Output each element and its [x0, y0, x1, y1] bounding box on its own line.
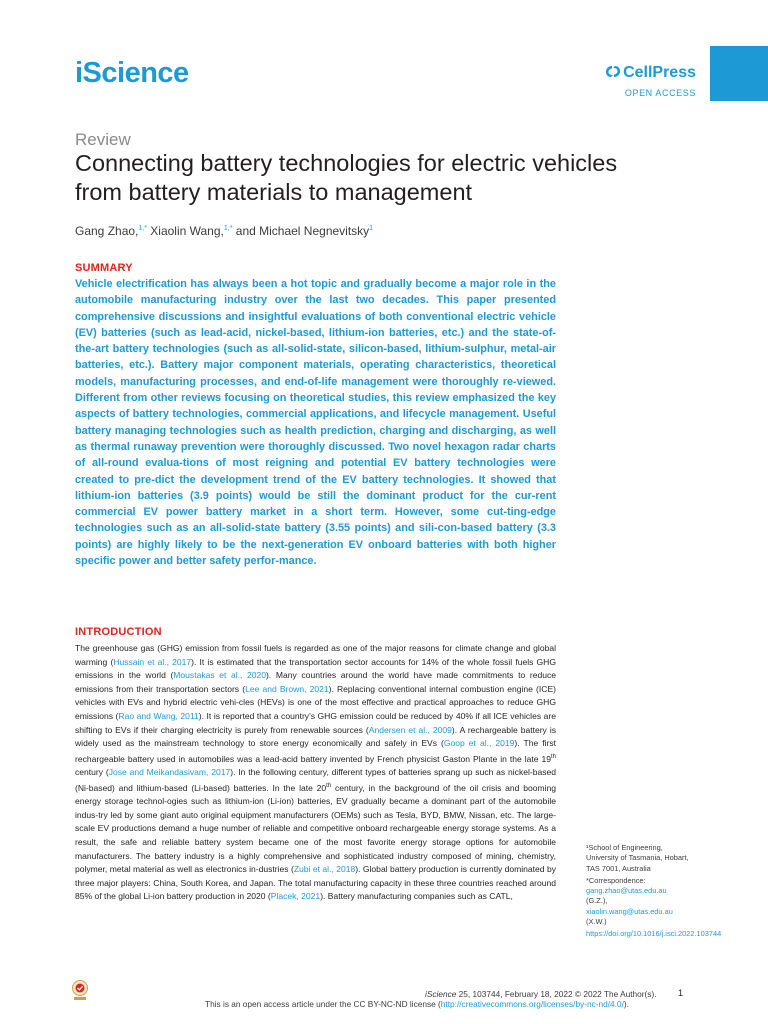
footer-citation-details: 25, 103744, February 18, 2022 © 2022 The Author(s).: [456, 989, 657, 999]
doi-link[interactable]: https://doi.org/10.1016/j.isci.2022.103744: [586, 929, 722, 939]
ordinal-superscript: th: [326, 782, 332, 789]
publisher-name: CellPress: [623, 64, 696, 81]
introduction-text-run: ). It is reported that a country's GHG emission could be reduced by 40% if all ICE vehicles are shifting to EVs if their charging electricity is purely from renewable sources (: [75, 710, 557, 735]
introduction-text-run: ). Battery manufacturing companies such as CATL,: [320, 891, 513, 902]
introduction-text-run: century (: [75, 767, 109, 778]
journal-logo: iScience: [75, 57, 189, 89]
cellpress-logo-icon: [605, 64, 621, 84]
citation-link[interactable]: Andersen et al., 2009: [368, 724, 452, 735]
citation-link[interactable]: Zubi et al., 2018: [293, 864, 356, 875]
citation-link[interactable]: Placek, 2021: [270, 891, 321, 902]
ordinal-superscript: th: [550, 753, 556, 760]
introduction-heading: INTRODUCTION: [75, 626, 162, 638]
summary-heading: SUMMARY: [75, 262, 133, 274]
publisher-logo[interactable]: [589, 64, 696, 98]
open-access-label: OPEN ACCESS: [624, 88, 696, 98]
introduction-text-run: century, in the background of the oil crisis and booming energy storage technol-ogies such as lithium-ion (Li-ion) batteries, EV gradually became a dominant part of the automobile indus-try led by some giant auto original equipment manufacturers (OEMs) such as Tesla, BYD, BMW, Nissan, etc. The large-scale EV productions demand a huge number of reliable and competitive onboard rechargeable energy storage systems. As a result, the safe and reliable battery system became one of the most favorite energy storage options for automobile manufacturers. The battery industry is a highly comprehensive and sophisticated industry composed of mining, chemistry, polymer, metal material as well as electronics in-dustries (: [75, 782, 556, 875]
introduction-text-run: ). A rechargeable battery is widely used as the mainstream technology to store energy economically and safely in EVs (: [75, 724, 556, 749]
email-initials: (G.Z.),: [586, 896, 608, 906]
citation-link[interactable]: Moustakas et al., 2020: [173, 670, 267, 681]
citation-link[interactable]: Goop et al., 2019: [443, 738, 515, 749]
author-affiliation-marker[interactable]: 1,*: [223, 225, 233, 232]
page-number: 1: [678, 988, 684, 998]
introduction-text-run: ). The first rechargeable battery used in automobiles was a lead-acid battery invented by French physicist Gaston Plante in the late 19: [75, 738, 556, 764]
affiliation-school: ¹School of Engineering, University of Tasmania, Hobart, TAS 7001, Australia: [586, 843, 689, 873]
email-initials: (X.W.): [586, 917, 607, 927]
introduction-text-run: ). It is estimated that the transportation sector accounts for 14% of the whole fossil fuels GHG emissions in the world (: [75, 656, 556, 681]
author-list: [75, 224, 373, 238]
email-link[interactable]: xiaolin.wang@utas.edu.au: [586, 906, 673, 916]
check-for-updates-icon[interactable]: [70, 979, 90, 1008]
license-link[interactable]: http://creativecommons.org/licenses/by-nc-nd/4.0/: [440, 999, 624, 1009]
citation-link[interactable]: Rao and Wang, 2011: [118, 710, 199, 721]
introduction-text-run: ). Replacing conventional internal combustion engine (ICE) vehicles with EVs and hybrid electric vehi-cles (HEVs) is one of the most effective and practical approaches to reduce GHG emissions (: [75, 683, 556, 721]
license-text: This is an open access article under the CC BY-NC-ND license (: [205, 999, 441, 1009]
author-name: and Michael Negnevitsky: [232, 224, 370, 238]
affiliation-block: [586, 843, 722, 940]
introduction-text-run: The greenhouse gas (GHG) emission from fossil fuels is regarded as one of the major reasons for climate change and global warming (: [75, 643, 556, 667]
license-line: [205, 999, 629, 1009]
citation-link[interactable]: Lee and Brown, 2021: [245, 683, 329, 694]
email-link[interactable]: gang.zhao@utas.edu.au: [586, 886, 667, 896]
author-name: Xiaolin Wang,: [146, 224, 224, 238]
footer-journal: iScience: [425, 989, 457, 999]
introduction-text-run: ). In the following century, different types of batteries sprang up such as nickel-based (Ni-based) and lithium-based (Li-based) batteries. In the late 20: [75, 767, 557, 793]
footer-citation: [425, 989, 657, 999]
introduction-text-run: ). Many countries around the world have made commitments to reduce emissions from their transportation sectors (: [75, 670, 556, 694]
corner-accent-block: [710, 46, 768, 101]
correspondence-label: *Correspondence:: [586, 875, 646, 885]
license-end: ).: [623, 999, 629, 1009]
introduction-text-run: ). Global battery production is currently dominated by three major players: China, South Korea, and Japan. The total manufacturing capacity in these three countries reached around 85% of the global Li-ion battery production in 2020 (: [75, 864, 557, 902]
article-type: Review: [75, 130, 131, 149]
summary-text: Vehicle electrification has always been a hot topic and gradually become a major role in the automobile manufacturing industry over the last two decades. This paper presented comprehensive discussions and insightful evaluations of both conventional electric vehicle (EV) batteries (such as lead-acid, nickel-based, lithium-ion batteries, etc.) and the state-of-the-art battery technologies (such as all-solid-state, silicon-based, lithium-sulphur, metal-air batteries, etc.). Battery major component materials, operating characteristics, theoretical models, manufacturing processes, and end-of-life management were thoroughly re-viewed. Different from other reviews focusing on theoretical studies, this review emphasized the key aspects of battery technologies, commercial applications, and lifecycle management. Useful battery managing technologies such as health prediction, charging and discharging, as well as thermal runaway prevention were thoroughly discussed. Two novel hexagon radar charts of all-round evalua-tions of most reigning and potential EV battery technologies were created to pre-dict the development trend of the EV battery technologies. It showed that lithium-ion batteries (3.9 points) would be still the dominant product for the cur-rent commercial EV power battery market in a short term. However, some cut-ting-edge technologies such as an all-solid-state battery (3.55 points) and sili-con-based battery (3.3 points) are highly likely to be the next-generation EV onboard batteries with both higher specific power and better safety perfor-mance.: [75, 278, 556, 568]
author-name: Gang Zhao,: [75, 224, 139, 238]
article-title: Connecting battery technologies for electric vehicles from battery materials to management: [75, 150, 618, 205]
author-affiliation-marker[interactable]: 1,*: [138, 225, 147, 232]
citation-link[interactable]: Jose and Meikandasivam, 2017: [108, 767, 231, 778]
citation-link[interactable]: Hussain et al., 2017: [113, 656, 192, 667]
introduction-text: [75, 642, 556, 904]
author-affiliation-marker[interactable]: 1: [369, 225, 374, 232]
